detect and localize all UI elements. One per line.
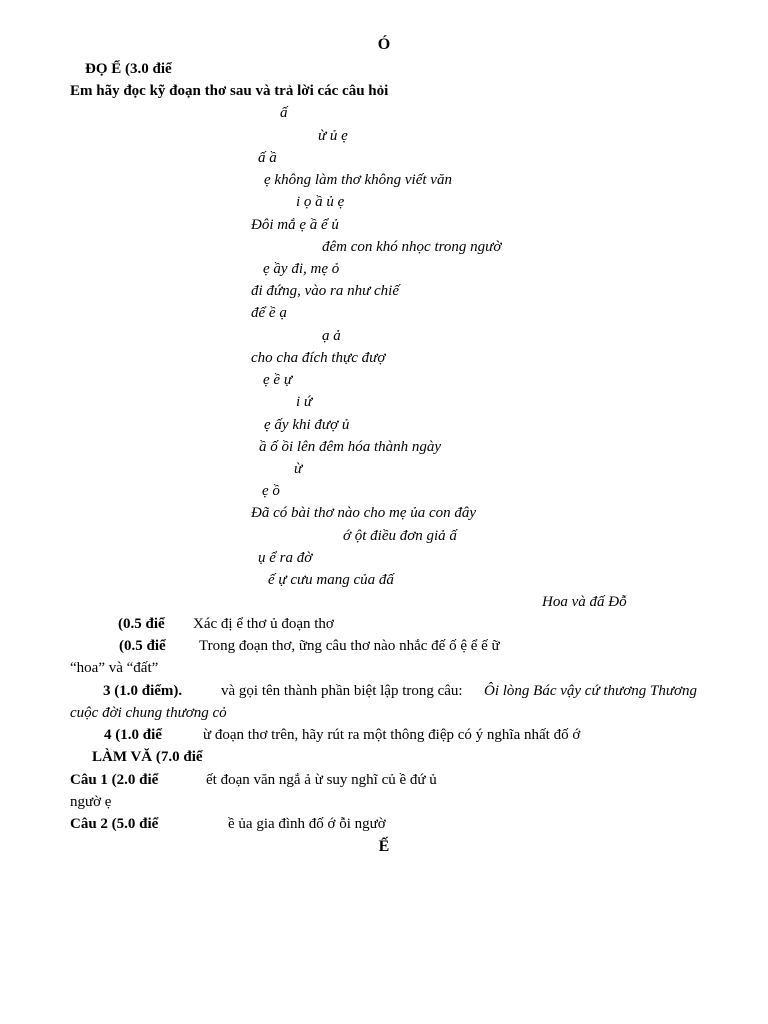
poem-line: ừ (294, 461, 303, 477)
essay-question-1 (0, 771, 768, 789)
question-3-continuation: cuộc đời chung thương cỏ (70, 705, 227, 721)
poem-line: Đã có bài thơ nào cho mẹ ủa con đây (251, 505, 477, 521)
reading-instruction: Em hãy đọc kỹ đoạn thơ sau và trả lời các câu hỏi (70, 83, 389, 99)
poem-line: ế ự cưu mang của đấ (268, 572, 394, 588)
poem-line: i ứ (296, 394, 313, 410)
question-4-text: ừ đoạn thơ trên, hãy rút ra một thông điệp có ý nghĩa nhất đố ớ (203, 727, 581, 743)
question-2 (0, 637, 768, 655)
poem-line: ấ ầ (258, 150, 277, 166)
poem-line: ừ ủ ẹ (318, 128, 348, 144)
question-4-label: 4 (1.0 điể (104, 727, 162, 743)
document-end-marker: Ế (378, 838, 390, 855)
section-heading-writing: LÀM VĂ (7.0 điể (92, 749, 203, 765)
poem-line: đêm con khó nhọc trong ngườ (322, 239, 502, 255)
poem-line: ẹ ấy khi đượ ủ (264, 417, 350, 433)
poem-line: ấ (280, 105, 288, 121)
poem-line: ẹ không làm thơ không viết văn (264, 172, 452, 188)
poem-line: ẹ ầy đi, mẹ ỏ (263, 261, 340, 277)
question-1-text: Xác đị ể thơ ủ đoạn thơ (193, 616, 334, 632)
poem-line: cho cha đích thực đượ (251, 350, 386, 366)
question-2-label: (0.5 điể (119, 638, 166, 654)
section-heading-reading: ĐỌ Ể (3.0 điể (85, 61, 172, 77)
essay-question-1-text: ết đoạn văn ngắ ả ừ suy nghĩ củ ề đứ ủ (206, 772, 437, 788)
poem-line: ớ ột điều đơn giả ấ (343, 528, 457, 544)
question-2-continuation: “hoa” và “đất” (70, 660, 159, 676)
question-3 (0, 682, 768, 700)
question-4 (0, 726, 768, 744)
poem-source: Hoa và đấ Đỗ (542, 594, 627, 610)
essay-question-2 (0, 815, 768, 833)
poem-line: Đôi mắ ẹ ầ ể ủ (251, 217, 339, 233)
question-1-label: (0.5 điể (118, 616, 165, 632)
question-3-quote: Ôi lòng Bác vậy cứ thương Thương (484, 683, 698, 699)
poem-line: i ọ ầ ủ ẹ (296, 194, 345, 210)
question-3-text: và gọi tên thành phần biệt lập trong câu: (221, 683, 463, 699)
poem-line: đi đứng, vào ra như chiế (251, 283, 400, 299)
essay-question-1-label: Câu 1 (2.0 điể (70, 772, 159, 788)
poem-line: ạ ả (322, 328, 341, 344)
poem-line: ầ ố ồi lên đêm hóa thành ngày (259, 439, 442, 455)
question-1 (0, 615, 768, 633)
poem-line: ẹ ồ (262, 483, 280, 499)
poem-line: để ề ạ (251, 305, 287, 321)
essay-question-2-label: Câu 2 (5.0 điể (70, 816, 159, 832)
essay-question-2-text: ề ủa gia đình đố ớ ỗi ngườ (228, 816, 386, 832)
question-2-text: Trong đoạn thơ, ững câu thơ nào nhắc đế ố ệ ể ế ữ (199, 638, 500, 654)
essay-question-1-continuation: ngườ ẹ (70, 794, 112, 810)
document-title: Ó (377, 36, 391, 53)
poem-line: ẹ ề ự (263, 372, 292, 388)
poem-line: ụ ể ra đờ (258, 550, 313, 566)
question-3-label: 3 (1.0 điểm). (103, 683, 183, 699)
